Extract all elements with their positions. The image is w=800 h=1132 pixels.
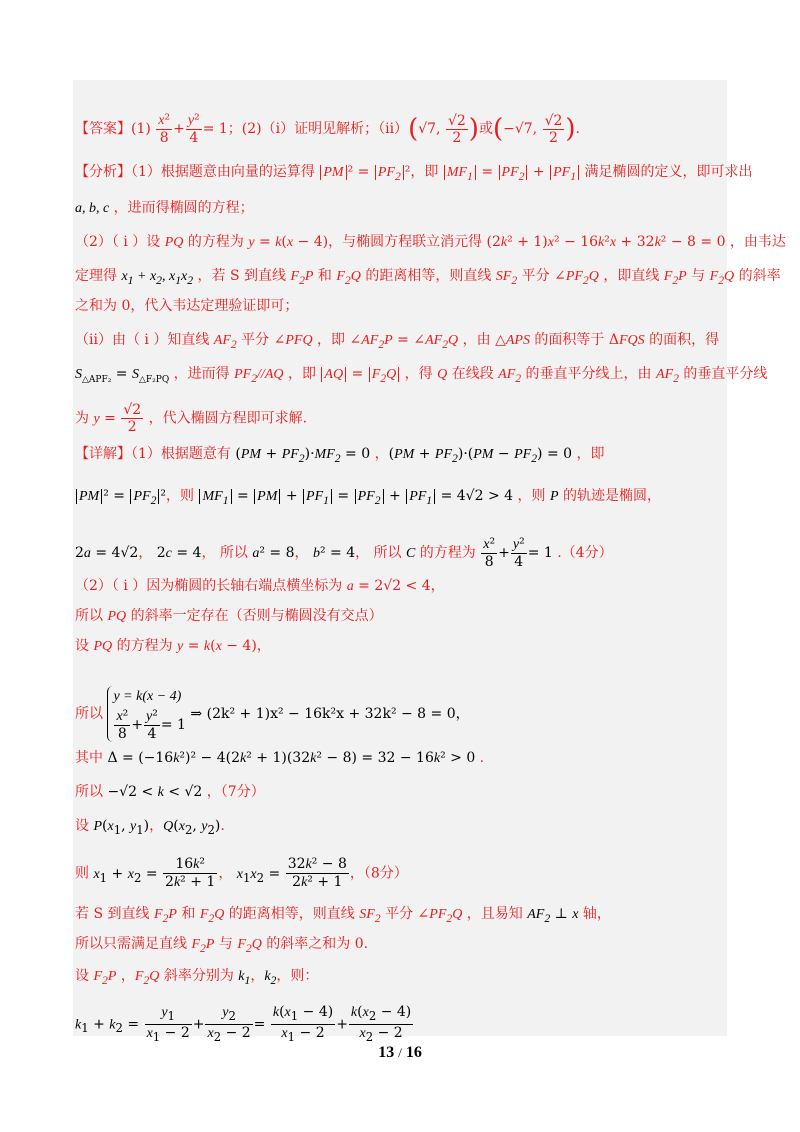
answer-line: 【答案】(1) $\frac{\text{x²}}{8}$ + $\frac{\text{y²}}{4}$ = 1；(2)（i）证明见解析；（ii）(√7, $\frac{√2}{2}$ )或(−√7, $\frac{√2}{2}$ ). [75,112,580,146]
analysis-line-3: （2）（ i ）设 PQ 的方程为 y = k(x − 4)，与椭圆方程联立消元得 (2k² + 1)x² − 16k²x + 32k² − 8 = 0 ，由韦达 [75,234,786,250]
analysis-line-8: 为 y = $\frac{√2}{2}$ ，代入椭圆方程即可求解. [75,402,308,435]
equation-system: y = k(x − 4) $\frac{\text{x²}}{8}$ + $\frac{\text{y²}}{4}$ = 1 [107,686,186,742]
answer-tag: 【答案】 [75,121,131,137]
detail-line-14: 设 $F_2P$ ，$F_2Q$ 斜率分别为 $k_1$，$k_2$，则： [75,968,319,987]
page-number: 13 / 16 [378,1044,422,1061]
detail-line-10: 设 $P(x_1$, $y_1$)，$Q(x_2$, $y_2$). [75,818,225,837]
analysis-line-5: 之和为 0，代入韦达定理验证即可； [75,298,299,314]
detail-line-12: 若 S 到直线 $F_2P$ 和 $F_2Q$ 的距离相等，则直线 $SF_2$ 平分 $\angle PF_2Q$ ，且易知 $AF_2$ ⊥ x 轴， [75,906,611,925]
analysis-line-4: 定理得 $x_1 + x_2$, $x_1x_2$ ，若 S 到直线 $F_2P$ 和 $F_2Q$ 的距离相等，则直线 $SF_2$ 平分 $\angle PF_2Q$ ，即直线 $F_2P$ 与 $F_2Q$ 的斜率 [75,268,781,287]
analysis-line-7: $S_{\triangle APF_2} = S_{\triangle F_2PQ}$ ，进而得 $PF_2//AQ$ ，即 AQ = $F_2Q$ ，得 Q 在线段 $AF_2$ 的垂直平分线上，由 $AF_2$ 的垂直平分线 [75,366,768,385]
detail-line-6: 设 PQ 的方程为 y = k(x − 4)， [75,638,271,654]
analysis-line-2: a, b, c ，进而得椭圆的方程； [75,200,254,216]
detail-line-3: 2a = 4√2， 2c = 4， 所以 a² = 8， b² = 4， 所以 C 的方程为 $\frac{\text{x²}}{8}$ + $\frac{\text{y²}}{4}$ = 1 .（4分） [75,536,613,570]
detail-line-2: PM $^2 = PF_2$ ²，则 $MF_1$ = PM + $PF_1 = PF_2 + PF_1 = 4√2 > 4$ ，则 P 的轨迹是椭圆， [75,486,661,511]
detail-line-7: 所以 y = k(x − 4) $\frac{\text{x²}}{8}$ + $\frac{\text{y²}}{4}$ = 1 ⇒ (2k² + 1)x² − 16k²x + 32k² − 8 = 0， [75,686,470,742]
analysis-line-6: （ii）由（ i ）知直线 $AF_2$ 平分 ∠PFQ ，即 $\angle AF_2P$ = $\angle AF_2Q$ ，由 △APS 的面积等于 ΔFQS 的面积，得 [75,332,720,351]
detail-line-15: $k_1 + k_2$ = $\frac{y_1}{x_1 - 2}$ + $\frac{y_2}{x_2 - 2}$ = $\frac{k(x_1 - 4)}{x_1 - 2}$ + $\frac{k(x_2 - 4)}{x_2 - 2}$ [75,1004,412,1044]
detail-line-11: 则 $x_1 + x_2$ = $\frac{\text{16k²}}{\text{2k² + 1}}$ ， $x_1x_2$ = $\frac{\text{32k² − 8}}{\text{2k² + 1}}$ ，（8分） [75,856,408,890]
detail-line-13: 所以只需满足直线 $F_2P$ 与 $F_2Q$ 的斜率之和为 0. [75,936,369,955]
detail-line-5: 所以 PQ 的斜率一定存在（否则与椭圆没有交点） [75,608,383,624]
detail-line-8: 其中 Δ = (−16k²)² − 4(2k² + 1)(32k² − 8) = 32 − 16k² > 0 . [75,750,485,766]
detail-line-9: 所以 −√2 < k < √2 ，（7分） [75,784,265,800]
detail-line-1: 【详解】（1）根据题意有 $(PM + PF_2)\cdot MF_2 = 0$ ，$(PM + PF_2)\cdot(PM - PF_2) = 0$ ，即 [75,446,605,465]
analysis-line-1: 【分析】（1）根据题意由向量的运算得 PM $^2 = PF_2$ ²，即 $MF_1 = PF_2 + PF_1$ 满足椭圆的定义，即可求出 [75,164,753,183]
detail-line-4: （2）（ i ）因为椭圆的长轴右端点横坐标为 a = 2√2 < 4， [75,578,445,594]
